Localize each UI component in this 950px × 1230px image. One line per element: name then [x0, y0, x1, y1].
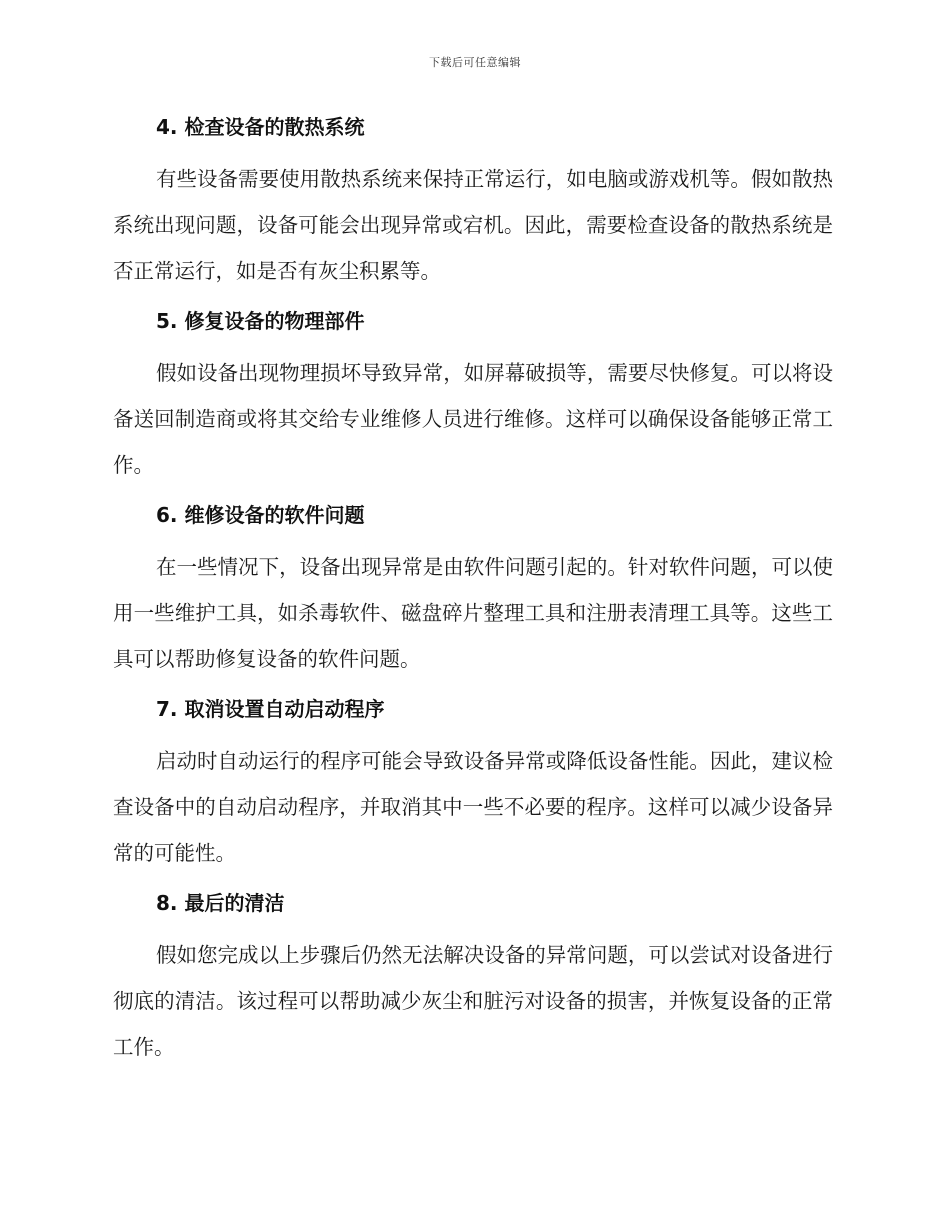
- section-heading: 8. 最后的清洁: [156, 891, 285, 915]
- section-4: [113, 112, 833, 294]
- section-8: [113, 888, 833, 1070]
- section-heading: 5. 修复设备的物理部件: [156, 309, 365, 333]
- section-paragraph: 启动时自动运行的程序可能会导致设备异常或降低设备性能。因此，建议检查设备中的自动启动程序，并取消其中一些不必要的程序。这样可以减少设备异常的可能性。: [113, 749, 833, 865]
- page-header: 下载后可任意编辑: [429, 56, 521, 69]
- section-7: [113, 694, 833, 876]
- section-6: [113, 500, 833, 682]
- section-paragraph: 有些设备需要使用散热系统来保持正常运行，如电脑或游戏机等。假如散热系统出现问题，设备可能会出现异常或宕机。因此，需要检查设备的散热系统是否正常运行，如是否有灰尘积累等。: [113, 167, 833, 283]
- section-heading: 6. 维修设备的软件问题: [156, 503, 365, 527]
- section-paragraph: 假如设备出现物理损坏导致异常，如屏幕破损等，需要尽快修复。可以将设备送回制造商或将其交给专业维修人员进行维修。这样可以确保设备能够正常工作。: [113, 361, 833, 477]
- section-paragraph: 假如您完成以上步骤后仍然无法解决设备的异常问题，可以尝试对设备进行彻底的清洁。该过程可以帮助减少灰尘和脏污对设备的损害，并恢复设备的正常工作。: [113, 943, 833, 1059]
- section-heading: 7. 取消设置自动启动程序: [156, 697, 385, 721]
- section-paragraph: 在一些情况下，设备出现异常是由软件问题引起的。针对软件问题，可以使用一些维护工具，如杀毒软件、磁盘碎片整理工具和注册表清理工具等。这些工具可以帮助修复设备的软件问题。: [113, 555, 833, 671]
- document-content: [113, 112, 833, 1082]
- section-5: [113, 306, 833, 488]
- section-heading: 4. 检查设备的散热系统: [156, 115, 365, 139]
